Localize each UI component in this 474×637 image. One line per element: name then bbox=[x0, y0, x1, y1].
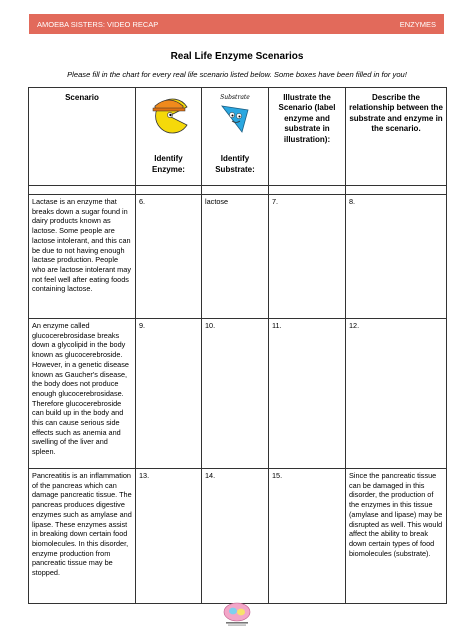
enzyme-answer-cell[interactable]: 6. bbox=[136, 195, 202, 319]
table-row bbox=[29, 469, 447, 604]
substrate-answer-cell[interactable]: 10. bbox=[202, 319, 269, 469]
table-header-row bbox=[29, 88, 447, 186]
header-substrate bbox=[202, 88, 269, 186]
header-enzyme-line2: Enzyme: bbox=[152, 164, 185, 174]
substrate-answer-cell[interactable]: lactose bbox=[202, 195, 269, 319]
header-illustrate bbox=[269, 88, 346, 186]
scenario-cell: Pancreatitis is an inflammation of the pancreas which can damage pancreatic tissue. The pancreas produces digestive enzymes such as amylase and lipase. These enzymes assist in breaking down certain food biomolecules. In this disorder, enzyme production from pancreatic tissue may be stopped. bbox=[29, 469, 136, 604]
substrate-character-icon bbox=[218, 102, 252, 136]
instructions-text: Please fill in the chart for every real life scenario listed below. Some boxes have been filled in for you! bbox=[67, 70, 407, 79]
substrate-answer-cell[interactable]: 14. bbox=[202, 469, 269, 604]
header-illustrate-text: Illustrate the Scenario (label enzyme and substrate in illustration): bbox=[278, 93, 336, 144]
table-row bbox=[29, 319, 447, 469]
header-describe-text: Describe the relationship between the substrate and enzyme in the scenario. bbox=[349, 93, 443, 134]
table-row bbox=[29, 195, 447, 319]
scenario-table bbox=[28, 87, 447, 604]
header-substrate-line2: Substrate: bbox=[215, 164, 255, 174]
header-scenario: Scenario bbox=[29, 88, 136, 186]
banner-right-label: ENZYMES bbox=[399, 19, 436, 29]
describe-answer-cell[interactable]: Since the pancreatic tissue can be damaged in this disorder, the production of the enzymes in this tissue (amylase and lipase) may be disrupted as well. This would affect the ability to break down certain types of food biomolecules (substrate). bbox=[346, 469, 447, 604]
pacman-enzyme-icon bbox=[149, 94, 189, 134]
header-spacer-row bbox=[29, 186, 447, 195]
illustrate-answer-cell[interactable]: 7. bbox=[269, 195, 346, 319]
banner-left-label: AMOEBA SISTERS: VIDEO RECAP bbox=[37, 19, 159, 29]
describe-answer-cell[interactable]: 8. bbox=[346, 195, 447, 319]
scenario-cell: Lactase is an enzyme that breaks down a sugar found in dairy products known as lactose. Some people are lactose intolerant, and this can be due to not having enough lactase production. People who are lactose intolerant may not feel well after eating foods containing lactose. bbox=[29, 195, 136, 319]
header-substrate-line1: Identify bbox=[220, 154, 250, 164]
amoeba-sisters-logo bbox=[222, 601, 252, 627]
illustrate-answer-cell[interactable]: 15. bbox=[269, 469, 346, 604]
scenario-cell: An enzyme called glucocerebrosidase breaks down a glycolipid in the body known as glucocerebroside. However, in a genetic disease known as Gaucher's disease, the body does not produce enough glucocerebrosidase. Therefore glucocerebroside can build up in the body and this can cause serious side effects such as anemia and swelling of the liver and spleen. bbox=[29, 319, 136, 469]
enzyme-answer-cell[interactable]: 9. bbox=[136, 319, 202, 469]
header-enzyme bbox=[136, 88, 202, 186]
header-enzyme-line1: Identify bbox=[154, 154, 183, 164]
illustrate-answer-cell[interactable]: 11. bbox=[269, 319, 346, 469]
header-describe bbox=[346, 88, 447, 186]
describe-answer-cell[interactable]: 12. bbox=[346, 319, 447, 469]
enzyme-answer-cell[interactable]: 13. bbox=[136, 469, 202, 604]
page-title: Real Life Enzyme Scenarios bbox=[170, 51, 304, 62]
substrate-tag: Substrate bbox=[220, 94, 250, 101]
header-banner bbox=[29, 14, 444, 34]
